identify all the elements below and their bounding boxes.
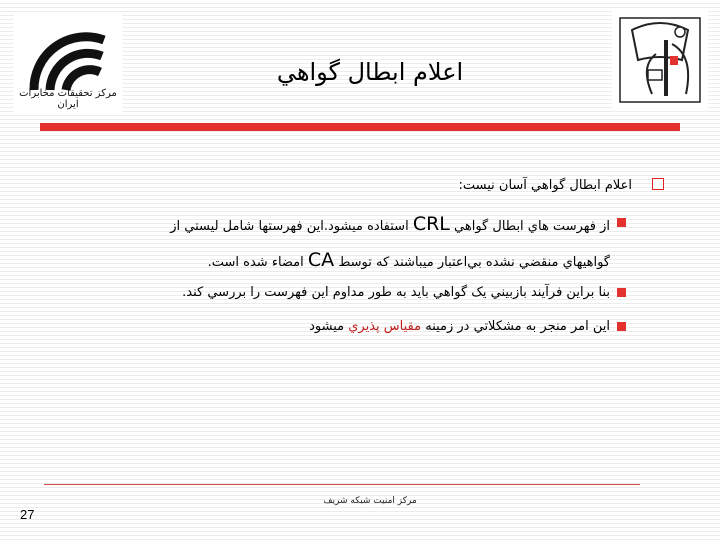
square-bullet-icon	[617, 218, 626, 227]
figure-emblem-icon	[612, 10, 708, 110]
title-divider	[40, 123, 680, 131]
logo-caption: مرکز تحقیقات مخابرات ایران	[19, 88, 117, 110]
sub-point-1-text-c: گواهيهاي منقضي نشده بي‌اعتبار ميباشند كه توسط	[338, 255, 610, 271]
sub-point-3-text-a: اين امر منجر به مشكلاتي در زمينه	[425, 319, 610, 334]
footer-divider	[44, 484, 640, 485]
sub-point-1-text-b: استفاده ميشود.اين فهرستها شامل ليستي از	[170, 219, 409, 234]
hollow-square-bullet-icon	[652, 178, 664, 190]
square-bullet-icon	[617, 322, 626, 331]
sub-point-1-text-a: از فهرست هاي ابطال گواهي	[454, 219, 610, 234]
square-bullet-icon	[617, 288, 626, 297]
sub-point-2: بنا براين فرآيند بازبيني يک گواهي بايد به طور مداوم اين فهرست را بررسي كند.	[182, 285, 610, 300]
sub-point-3-text-b: ميشود	[309, 319, 345, 334]
crl-term: CRL	[412, 213, 450, 235]
signal-arcs-icon	[20, 20, 116, 94]
footer-caption: مرکز امنیت شبکه شریف	[323, 496, 417, 506]
itrc-logo	[14, 14, 122, 114]
scalability-highlight: مقياس پذيري	[348, 319, 422, 334]
sub-point-3	[80, 315, 610, 340]
slide-title: اعلام ابطال گواهي	[276, 58, 464, 86]
sub-point-1	[80, 206, 610, 278]
sub-point-1-line-2	[80, 242, 610, 278]
ca-term: CA	[307, 249, 335, 272]
page-number: 27	[20, 507, 35, 522]
sub-point-1-line-1	[80, 206, 610, 242]
sub-point-1-text-d: امضاء شده است.	[207, 255, 304, 271]
main-point: اعلام ابطال گواهي آسان نيست:	[458, 178, 632, 193]
security-center-logo	[612, 10, 708, 110]
